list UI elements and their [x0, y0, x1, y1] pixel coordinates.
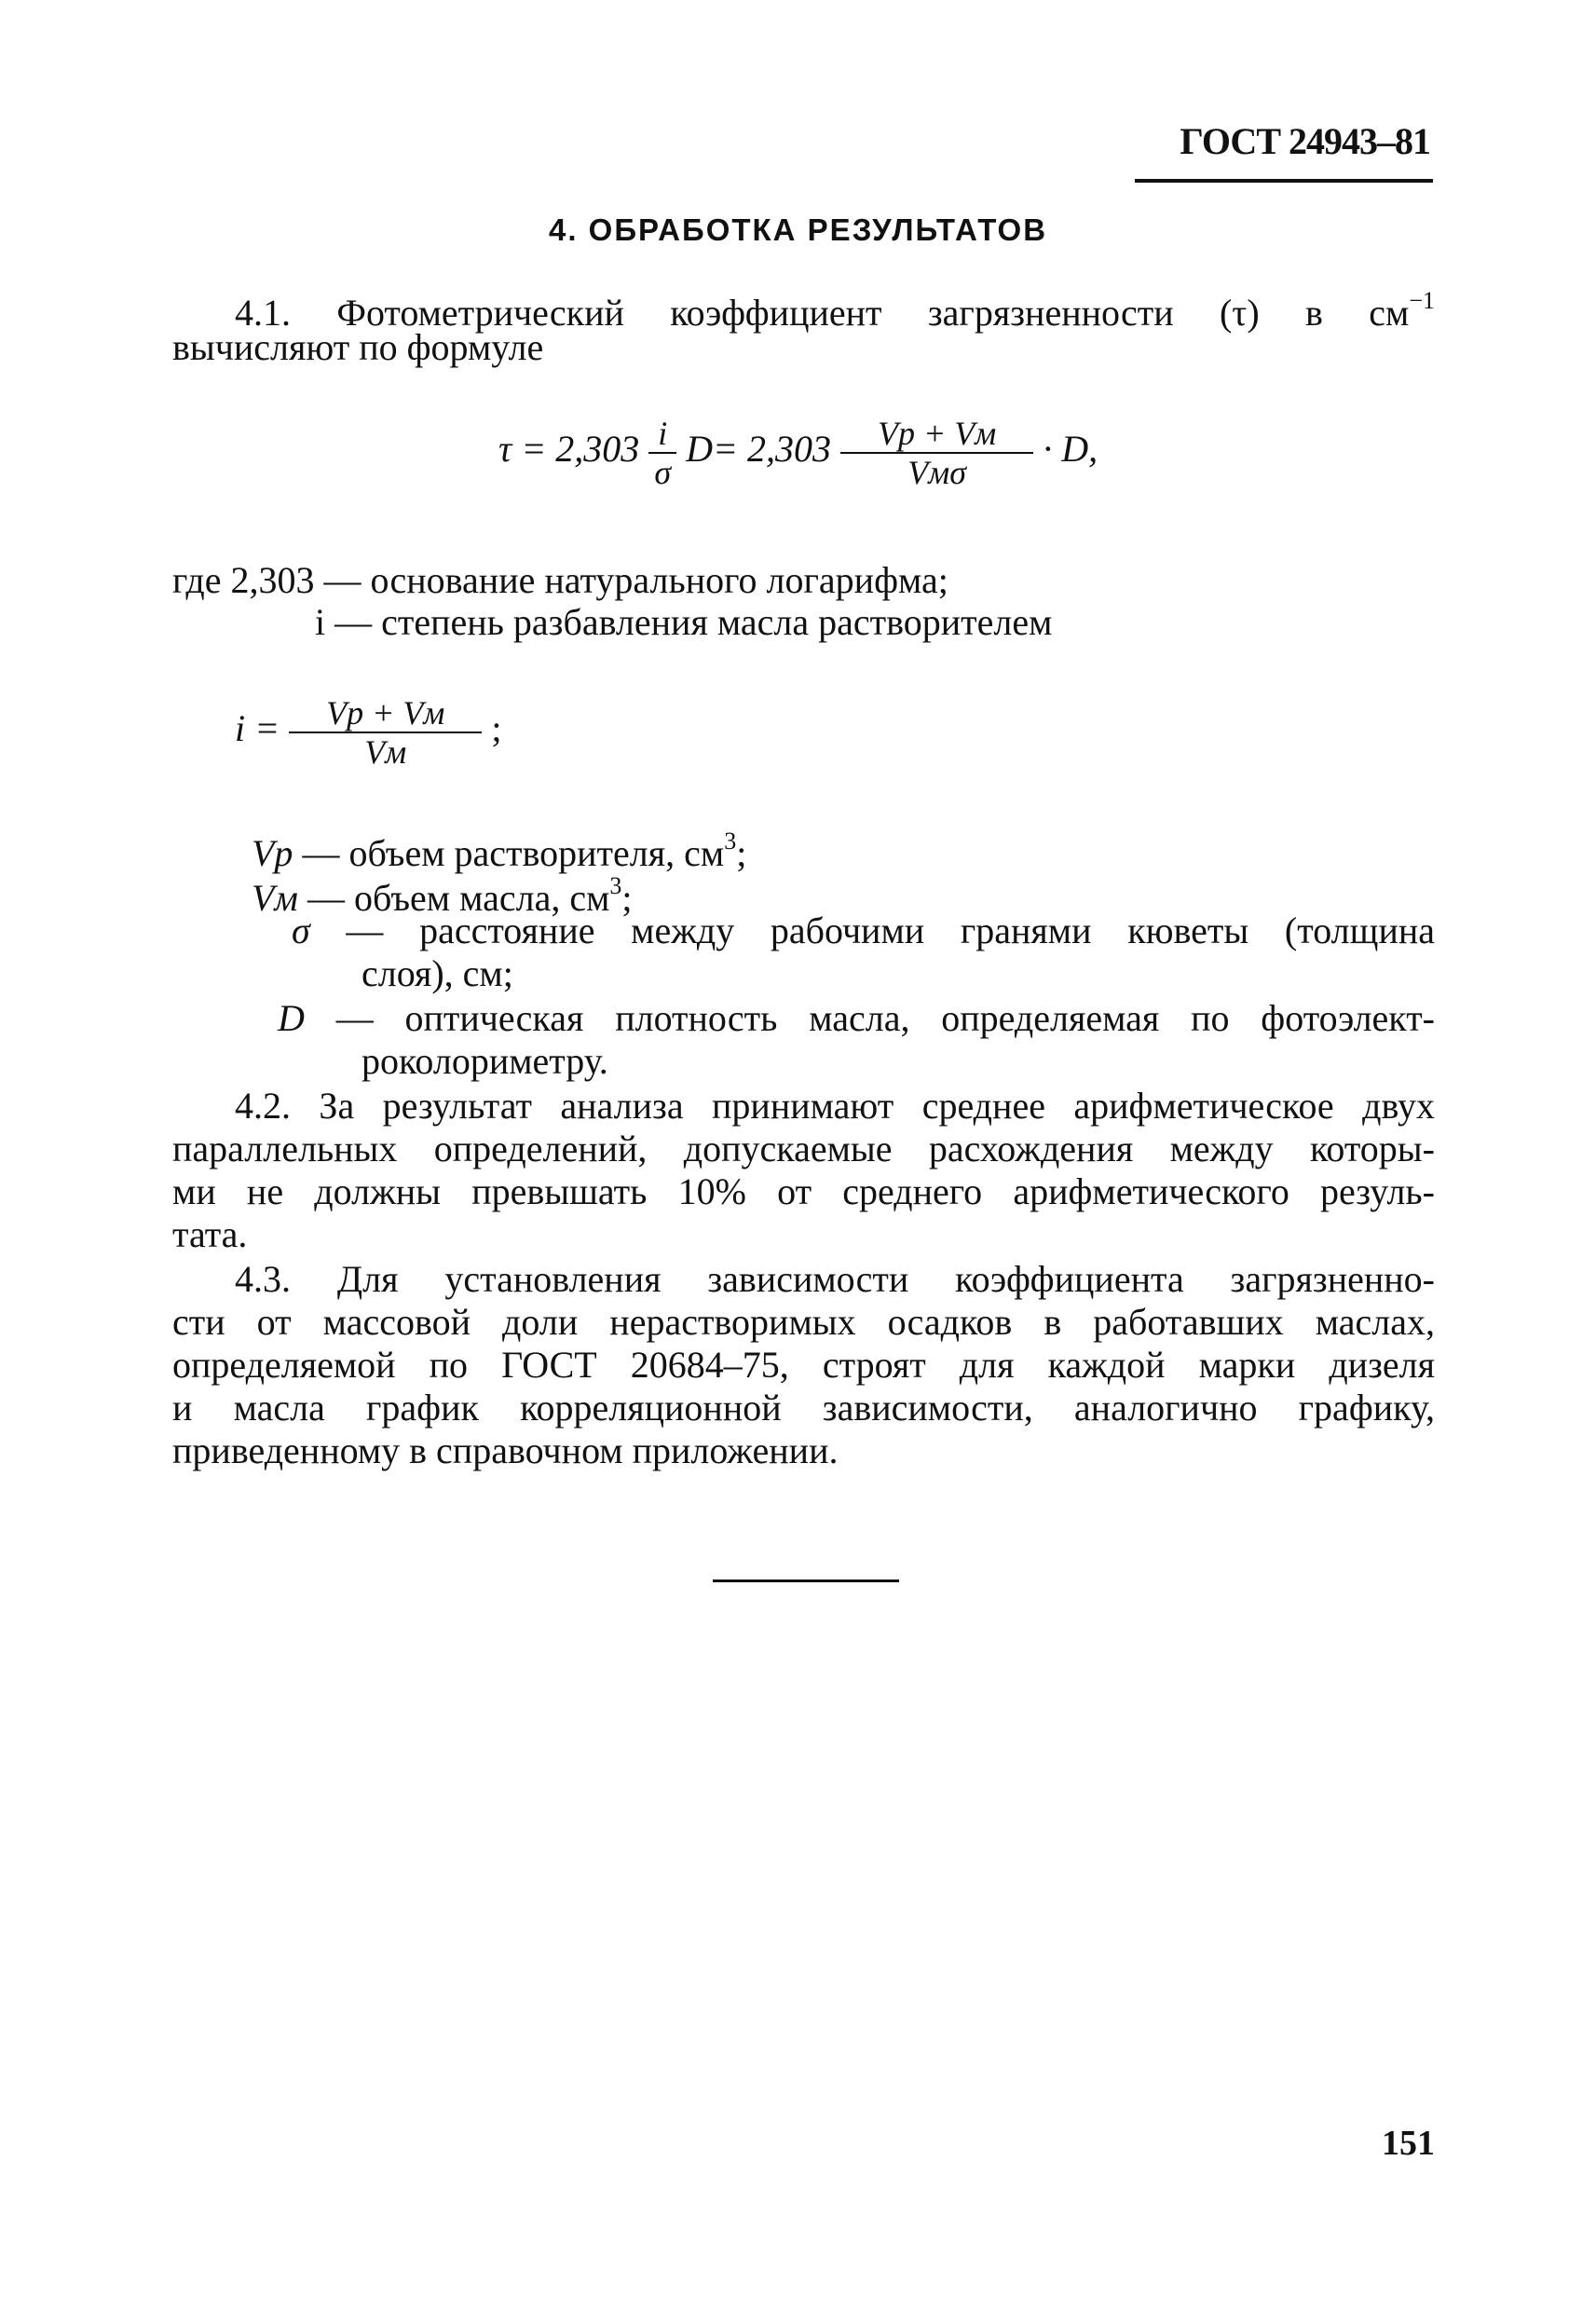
- formula-tau-fraction-1: [648, 415, 676, 491]
- formula-tau-f1-denominator: σ: [654, 454, 672, 491]
- def-d-symbol: D: [278, 997, 305, 1039]
- formula-tau-f2-numerator: Vр + Vм: [877, 415, 997, 452]
- document-code: ГОСТ 24943–81: [1180, 120, 1430, 162]
- formula-i-fraction: [289, 694, 482, 771]
- formula-i-tail: ;: [491, 707, 502, 750]
- where-line1: где 2,303 — основание натурального логарифма;: [172, 559, 948, 601]
- formula-tau-fraction-2: [840, 415, 1033, 491]
- page-number: 151: [1382, 2124, 1435, 2163]
- formula-tau-f1-numerator: i: [658, 415, 668, 452]
- def-vm: Vм — объем масла, $см^3$;: [252, 872, 633, 919]
- section-title: 4. ОБРАБОТКА РЕЗУЛЬТАТОВ: [548, 212, 1048, 247]
- formula-tau-f2-denominator: Vмσ: [907, 454, 966, 491]
- def-sigma-cont: слоя), см;: [361, 952, 513, 994]
- formula-tau-tail: · D,: [1043, 428, 1098, 471]
- p43-line4: и масла график корреляционной зависимости, аналогично графику,: [172, 1387, 1435, 1429]
- def-vp-text: — объем растворителя, см: [302, 832, 725, 874]
- p41-line1: 4.1. Фотометрический коэффициент загрязненности (τ) в $см^{-1}$: [235, 287, 1435, 334]
- p43-line5: приведенному в справочном приложении.: [172, 1429, 839, 1471]
- def-vp: Vр — объем растворителя, $см^3$;: [252, 827, 747, 874]
- formula-i-lhs: i =: [235, 707, 280, 750]
- p42-line2: параллельных определений, допускаемые расхождения между которы-: [172, 1128, 1435, 1169]
- p43-line2: сти от массовой доли нерастворимых осадков в работавших маслах,: [172, 1301, 1435, 1343]
- p42-line3: ми не должны превышать 10% от среднего арифметического резуль-: [172, 1170, 1435, 1212]
- formula-tau-lhs: τ = 2,303: [498, 428, 640, 471]
- formula-tau: [498, 415, 1098, 491]
- def-d: [278, 997, 1435, 1040]
- def-sigma-text: — расстояние между рабочими гранями кюветы (толщина: [346, 909, 1436, 951]
- def-d-cont: роколориметру.: [361, 1040, 608, 1082]
- end-rule: [713, 1579, 899, 1582]
- p43-line3: определяемой по ГОСТ 20684–75, строят для каждой марки дизеля: [172, 1344, 1435, 1386]
- formula-i: [235, 694, 501, 771]
- formula-tau-mid: D= 2,303: [686, 428, 831, 471]
- p43-line1: 4.3. Для установления зависимости коэффициента загрязненно-: [235, 1258, 1435, 1300]
- p41-line2: вычисляют по формуле: [172, 326, 544, 368]
- p42-line4: тата.: [172, 1213, 248, 1255]
- where-line2: i — степень разбавления масла растворителем: [315, 601, 1053, 643]
- def-vm-text: — объем масла, см: [307, 877, 610, 919]
- p42-line1: 4.2. За результат анализа принимают среднее арифметическое двух: [235, 1085, 1435, 1127]
- def-vp-symbol: Vр: [252, 832, 293, 874]
- def-vm-symbol: Vм: [252, 877, 298, 919]
- def-d-text: — оптическая плотность масла, определяемая по фотоэлект-: [335, 997, 1436, 1039]
- formula-i-numerator: Vр + Vм: [326, 694, 445, 732]
- def-sigma-symbol: σ: [292, 909, 310, 951]
- header-rule: [1135, 179, 1433, 183]
- def-sigma: [292, 909, 1435, 952]
- formula-i-denominator: Vм: [364, 733, 407, 771]
